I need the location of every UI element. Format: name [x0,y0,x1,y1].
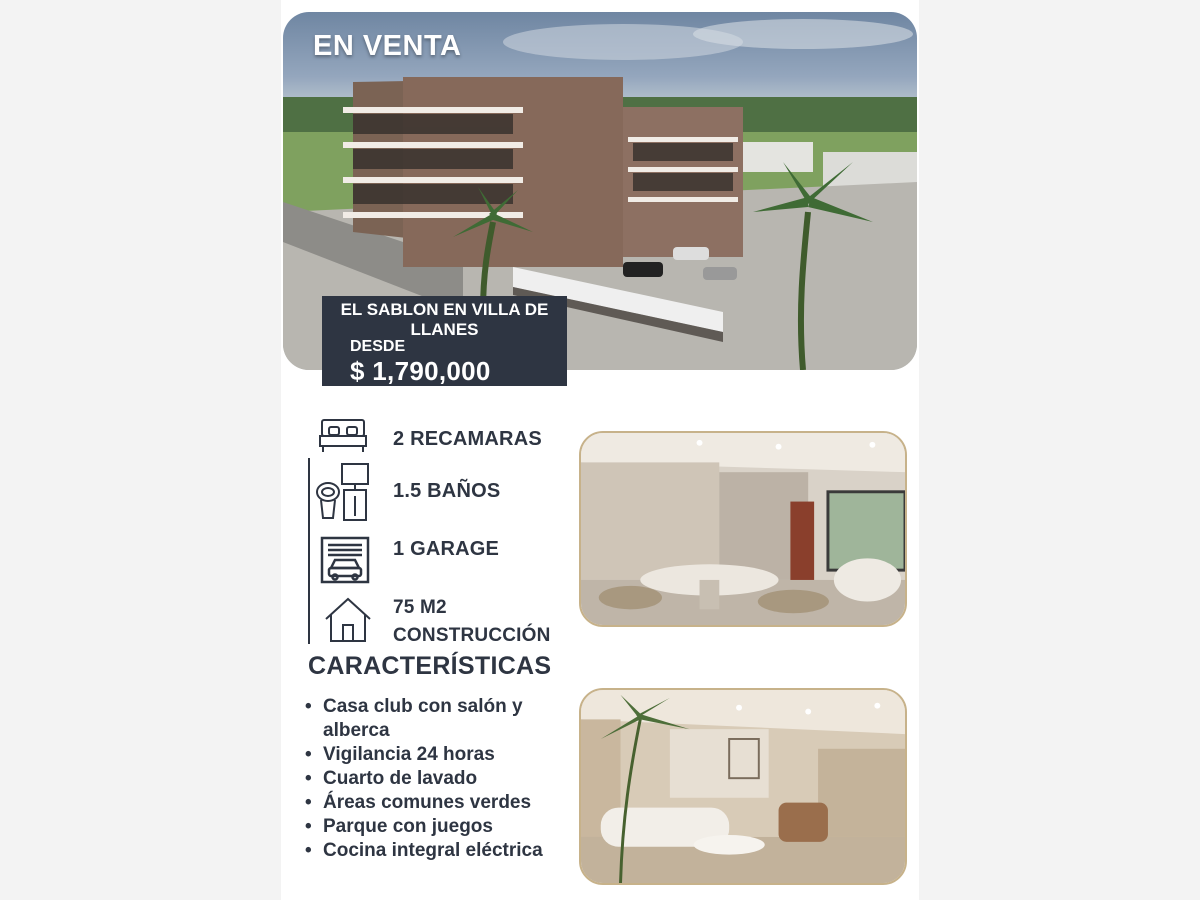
list-item: • Cocina integral eléctrica [305,839,565,863]
price-box [322,296,567,386]
bed-icon [318,418,368,454]
development-name: EL SABLON EN VILLA DE LLANES [340,300,549,339]
house-icon [324,597,372,643]
feature-bathrooms: 1.5 BAÑOS [393,480,501,502]
list-item: • Casa club con salón y alberca [305,695,565,743]
interior-render-living [579,688,907,885]
bathroom-icon [314,462,372,522]
listing-status-title: EN VENTA [313,30,462,62]
interior-render-dining [579,431,907,627]
feature-bedrooms: 2 RECAMARAS [393,428,542,450]
feature-construction [393,594,551,650]
price-prefix: DESDE [350,338,406,355]
characteristics-list [305,695,565,863]
list-item: • Vigilancia 24 horas [305,743,565,767]
list-item: • Parque con juegos [305,815,565,839]
list-item: • Cuarto de lavado [305,767,565,791]
garage-icon [320,536,370,584]
dining-room-illustration [581,433,905,625]
price-value: $ 1,790,000 [350,356,491,386]
construction-area: 75 M2 [393,597,447,618]
living-room-illustration [581,690,905,883]
feature-garage: 1 GARAGE [393,538,500,560]
construction-label: CONSTRUCCIÓN [393,625,551,646]
list-item: • Áreas comunes verdes [305,791,565,815]
characteristics-title: CARACTERÍSTICAS [308,652,552,680]
feature-divider-line [308,458,310,644]
